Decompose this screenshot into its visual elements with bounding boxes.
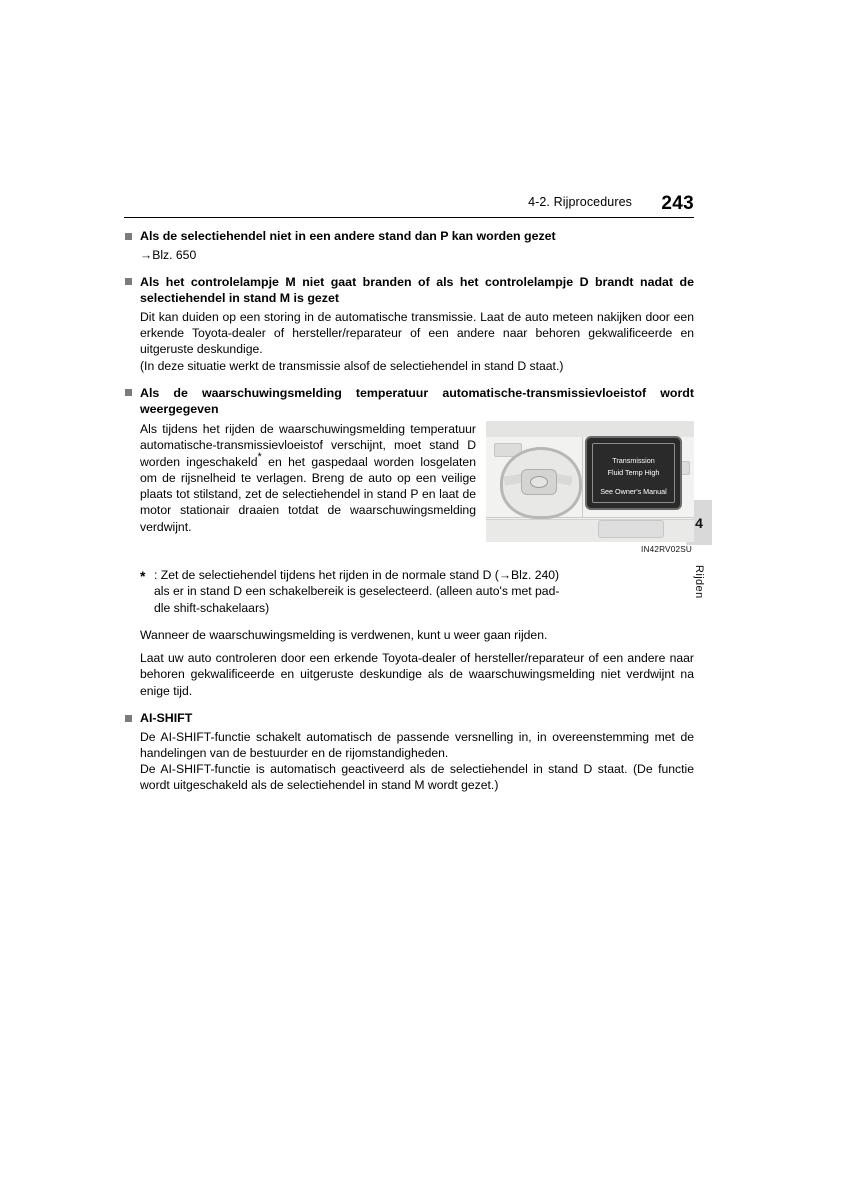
- section-2-paragraph-1: Dit kan duiden op een storing in de automatische transmissie. Laat de auto meteen nakijken door een erkende Toyota-dealer of hersteller/reparateur of een andere naar behoren gekwalificeerde en uitgeruste deskundige.: [140, 309, 694, 357]
- footnote-line-1: : Zet de selectiehendel tijdens het rijden in de normale stand D (→Blz. 240): [154, 567, 560, 582]
- page-content: [124, 224, 694, 794]
- header-divider: [124, 217, 694, 218]
- bullet-square-icon: [125, 278, 132, 285]
- center-console-shape: [598, 520, 664, 538]
- footnote-line-2: als er in stand D een schakelbereik is geselecteerd. (alleen auto's met pad-: [154, 584, 560, 599]
- chapter-tab-label-text: Rijden: [693, 565, 705, 599]
- toyota-emblem-icon: [530, 476, 548, 488]
- section-3-body: [124, 421, 694, 556]
- footnote-line-3: dle shift-schakelaars): [154, 600, 270, 615]
- section-heading-3: [124, 385, 694, 418]
- bullet-square-icon: [125, 233, 132, 240]
- footnote-block: [124, 567, 694, 616]
- figure-illustration: [486, 421, 694, 542]
- dashboard-contour-line: [486, 517, 694, 518]
- bullet-square-icon: [125, 389, 132, 396]
- bullet-square-icon: [125, 715, 132, 722]
- footnote-mark: *: [140, 567, 146, 584]
- section-heading-3-text: Als de waarschuwingsmelding temperatuur automatische-transmissievloeistof wordt weergegeven: [140, 385, 694, 417]
- section-3-text-part-b: en het gaspedaal worden losgelaten om de rijsnelheid te verlagen. Breng de auto op een veilige plaats tot stilstand, zet de selectiehendel in stand P en laat de motor stationair draaien totdat de waarschuwingsmelding verdwijnt.: [140, 454, 476, 534]
- display-message-line-3: See Owner's Manual: [600, 486, 667, 496]
- header-section-title: 4-2. Rijprocedures: [528, 195, 632, 209]
- section-3-paragraph-after-2: Laat uw auto controleren door een erkende Toyota-dealer of hersteller/reparateur of een andere naar behoren gekwalificeerde en uitgeruste deskundige als de waarschuwingsmelding niet verdwijnt na enige tijd.: [140, 651, 694, 698]
- section-3-text-part-a: Als tijdens het rijden de waarschuwingsmelding temperatuur automatische-transmissievloeistof verschijnt, moet stand D worden ingeschakeld: [140, 421, 476, 469]
- dashboard-top-shape: [486, 421, 694, 437]
- section-heading-4-text: AI-SHIFT: [140, 711, 193, 726]
- section-2-paragraph-2: (In deze situatie werkt de transmissie alsof de selectiehendel in stand D staat.): [140, 358, 564, 373]
- display-message-line-2: Fluid Temp High: [607, 467, 660, 477]
- section-3-paragraph-after-1: Wanneer de waarschuwingsmelding is verdwenen, kunt u weer gaan rijden.: [140, 627, 548, 642]
- footnote-reference-mark: *: [257, 450, 262, 463]
- section-heading-4: [124, 710, 694, 727]
- section-4-paragraph-1: De AI-SHIFT-functie schakelt automatisch de passende versnelling in, in overeenstemming met de handelingen van de bestuurder en de rijomstandigheden.: [140, 729, 694, 760]
- section-heading-1: [124, 228, 694, 245]
- section-heading-2-text: Als het controlelampje M niet gaat branden of als het controlelampje D brandt nadat de selectiehendel in stand M is gezet: [140, 274, 694, 306]
- multi-information-display: [587, 438, 680, 508]
- display-message-line-1: Transmission: [612, 455, 655, 465]
- figure-transmission-warning: [486, 421, 694, 552]
- section-heading-1-text: Als de selectiehendel niet in een andere stand dan P kan worden gezet: [140, 229, 556, 243]
- section-heading-2: [124, 274, 694, 307]
- page-header: [124, 185, 694, 217]
- section-1-reference: →Blz. 650: [140, 247, 197, 262]
- steering-wheel-illustration: [500, 447, 578, 515]
- figure-caption: IN42RV02SU: [640, 544, 692, 554]
- dashboard-contour-line: [582, 437, 583, 517]
- section-4-paragraph-2: De AI-SHIFT-functie is automatisch geactiveerd als de selectiehendel in stand D staat. (De functie wordt uitgeschakeld als de selectiehendel in stand M wordt gezet.): [140, 762, 694, 793]
- chapter-tab-number: 4: [686, 500, 712, 545]
- display-message: [592, 443, 675, 503]
- page-number: 243: [661, 193, 694, 214]
